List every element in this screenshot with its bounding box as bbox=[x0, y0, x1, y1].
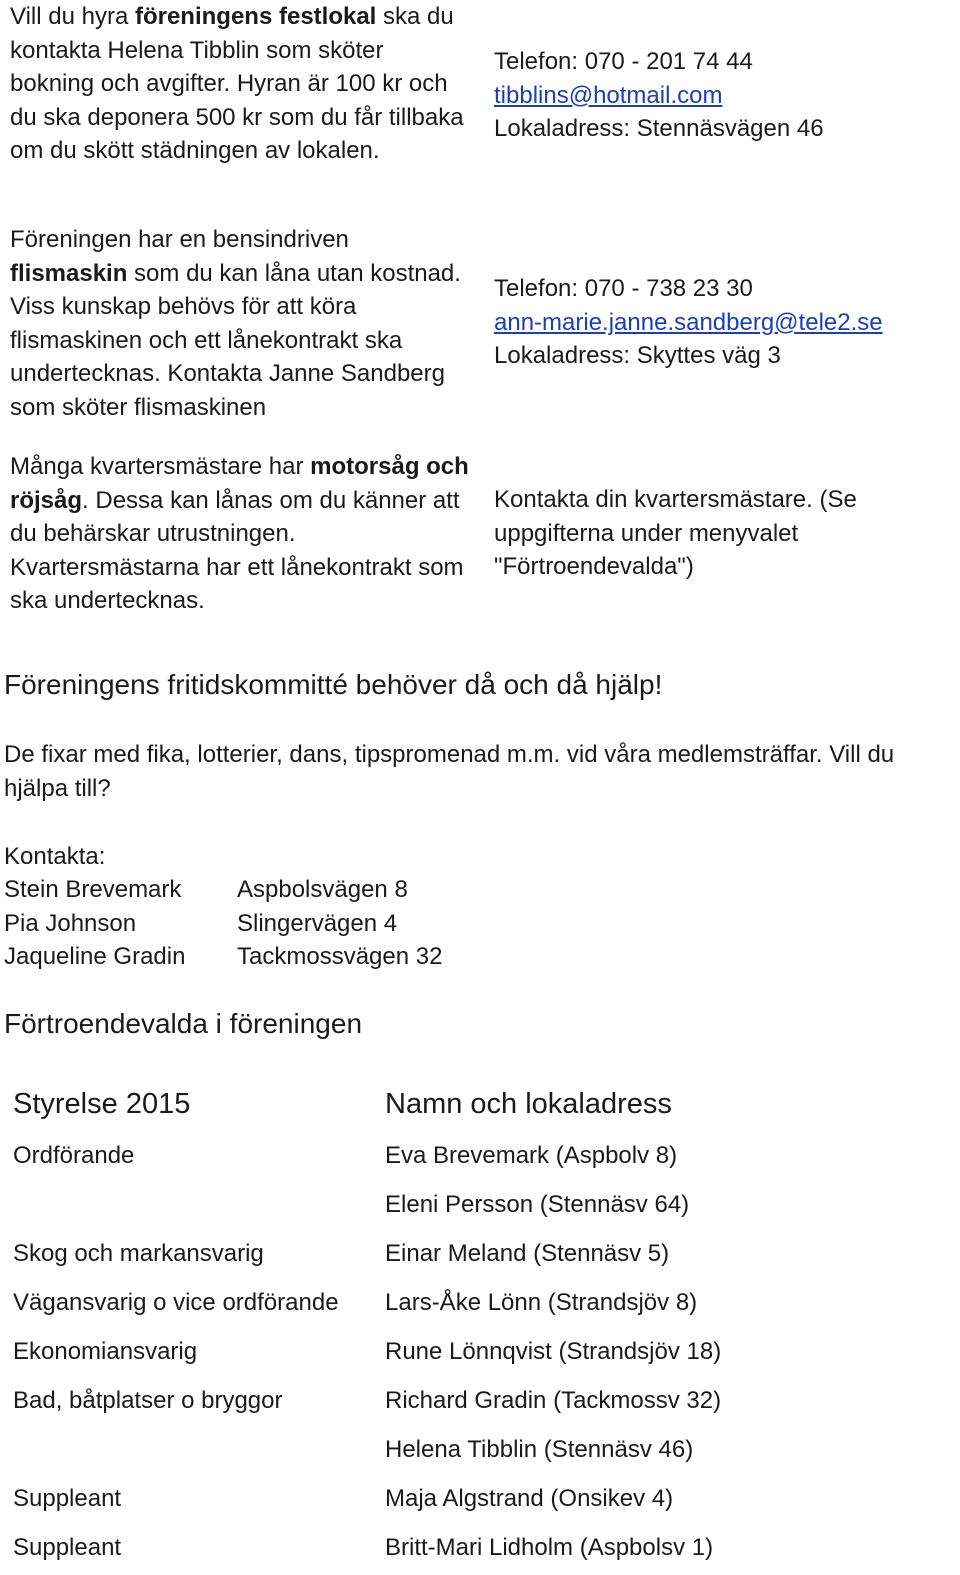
contact-name: Pia Johnson bbox=[4, 910, 137, 937]
board-row bbox=[0, 1289, 960, 1323]
saws-text-intro: Många kvartersmästare har bbox=[10, 453, 311, 480]
contact-name: Stein Brevemark bbox=[4, 876, 182, 903]
board-role: Vägansvarig o vice ordförande bbox=[13, 1289, 339, 1316]
board-role: Ekonomiansvarig bbox=[13, 1338, 198, 1365]
chipper-highlight: flismaskin bbox=[10, 259, 128, 287]
board-heading: Förtroendevalda i föreningen bbox=[4, 1008, 363, 1039]
board-member: Britt-Mari Lidholm (Aspbolsv 1) bbox=[385, 1534, 714, 1561]
board-member: Eleni Persson (Stennäsv 64) bbox=[385, 1191, 690, 1218]
board-row bbox=[0, 1436, 960, 1470]
chipper-contact bbox=[494, 272, 944, 373]
rental-email-link[interactable]: tibblins@hotmail.com bbox=[494, 81, 723, 109]
contact-address: Slingervägen 4 bbox=[237, 910, 398, 937]
saws-text-body: . Dessa kan lånas om du känner att du behärskar utrustningen. Kvartersmästarna har ett lånekontrakt som ska undertecknas. bbox=[10, 486, 464, 615]
board-role: Ordförande bbox=[13, 1142, 135, 1169]
board-role: Skog och markansvarig bbox=[13, 1240, 264, 1267]
chipper-paragraph bbox=[10, 223, 470, 425]
rental-text-intro: Vill du hyra bbox=[10, 3, 135, 30]
leisure-heading: Föreningens fritidskommitté behöver då och då hjälp! bbox=[4, 669, 663, 700]
leisure-contact-label: Kontakta: bbox=[4, 843, 106, 870]
board-row bbox=[0, 1338, 960, 1372]
rental-paragraph bbox=[10, 0, 470, 168]
board-col2-title: Namn och lokaladress bbox=[385, 1088, 672, 1120]
board-member: Richard Gradin (Tackmossv 32) bbox=[385, 1387, 722, 1414]
contact-address: Aspbolsvägen 8 bbox=[237, 876, 408, 903]
board-member: Helena Tibblin (Stennäsv 46) bbox=[385, 1436, 694, 1463]
rental-contact bbox=[494, 45, 944, 146]
saws-paragraph bbox=[10, 450, 470, 618]
leisure-text: De fixar med fika, lotterier, dans, tipspromenad m.m. vid våra medlemsträffar. Vill du hjälpa till? bbox=[4, 741, 895, 802]
board-col1-title: Styrelse 2015 bbox=[13, 1088, 191, 1120]
board-row bbox=[0, 1240, 960, 1274]
chipper-email-link[interactable]: ann-marie.janne.sandberg@tele2.se bbox=[494, 308, 883, 336]
board-member: Einar Meland (Stennäsv 5) bbox=[385, 1240, 670, 1267]
chipper-phone: Telefon: 070 - 738 23 30 bbox=[494, 275, 753, 302]
board-role: Suppleant bbox=[13, 1485, 122, 1512]
chipper-text-body: som du kan låna utan kostnad. Viss kunskap behövs för att köra flismaskinen och ett lånekontrakt ska undertecknas. Kontakta Janne Sandberg som sköter flismaskinen bbox=[10, 259, 461, 421]
rental-text-body: ska du kontakta Helena Tibblin som sköter bokning och avgifter. Hyran är 100 kr och du ska deponera 500 kr som du får tillbaka om du skött städningen av lokalen. bbox=[10, 3, 464, 165]
board-role: Suppleant bbox=[13, 1534, 122, 1561]
contact-name: Jaqueline Gradin bbox=[4, 943, 186, 970]
rental-address: Lokaladress: Stennäsvägen 46 bbox=[494, 115, 824, 143]
chipper-address: Lokaladress: Skyttes väg 3 bbox=[494, 342, 781, 370]
board-role: Bad, båtplatser o bryggor bbox=[13, 1387, 283, 1414]
board-row bbox=[0, 1191, 960, 1225]
rental-highlight: föreningens festlokal bbox=[134, 3, 377, 30]
board-row bbox=[0, 1387, 960, 1421]
board-member: Eva Brevemark (Aspbolv 8) bbox=[385, 1142, 678, 1169]
board-member: Lars-Åke Lönn (Strandsjöv 8) bbox=[385, 1289, 698, 1316]
rental-phone: Telefon: 070 - 201 74 44 bbox=[494, 48, 753, 75]
chipper-text-intro: Föreningen har en bensindriven bbox=[10, 226, 349, 253]
board-member: Rune Lönnqvist (Strandsjöv 18) bbox=[385, 1338, 722, 1365]
board-row bbox=[0, 1534, 960, 1568]
board-member: Maja Algstrand (Onsikev 4) bbox=[385, 1485, 674, 1512]
board-row bbox=[0, 1142, 960, 1176]
saws-contact: Kontakta din kvartersmästare. (Se uppgifterna under menyvalet "Förtroendevalda") bbox=[494, 486, 857, 581]
saws-highlight: motorsåg och röjsåg bbox=[10, 453, 469, 514]
contact-address: Tackmossvägen 32 bbox=[237, 943, 443, 970]
board-row bbox=[0, 1485, 960, 1519]
